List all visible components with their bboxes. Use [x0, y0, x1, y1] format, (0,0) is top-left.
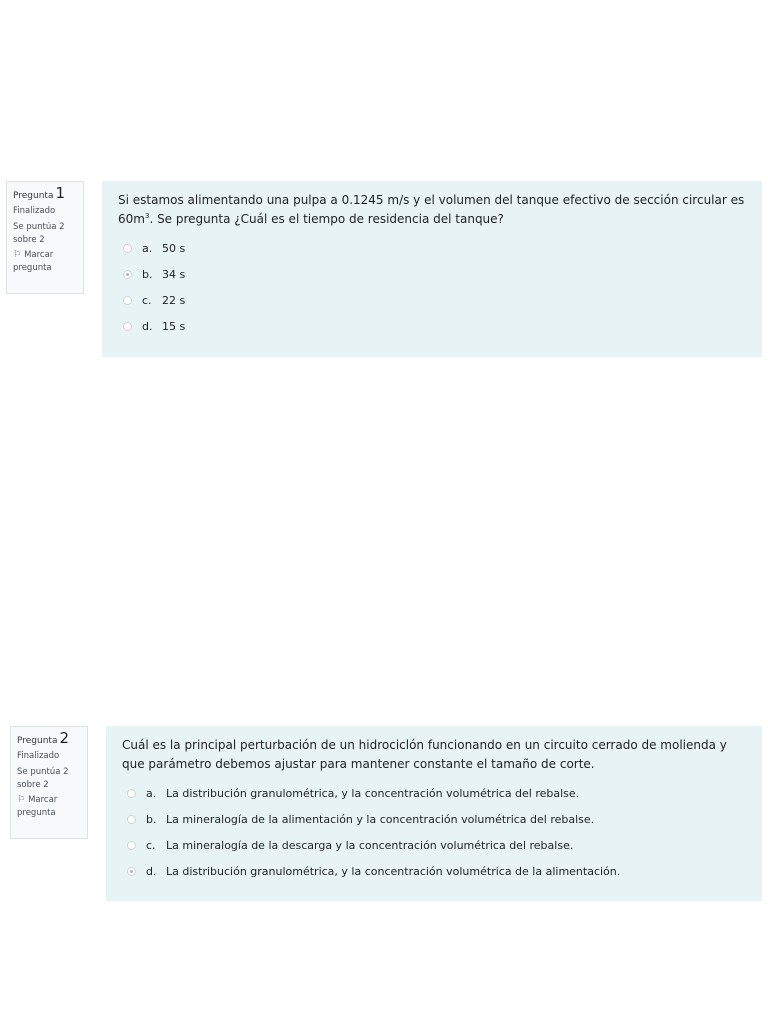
answer-list [122, 780, 746, 884]
flag-label-line-2[interactable]: pregunta [13, 263, 52, 273]
question-text-part-1: Si estamos alimentando una pulpa a 0.1245 m/s y el volumen del tanque efectivo de sección circular es 60m [118, 193, 745, 226]
question-number-label: Pregunta [17, 736, 58, 746]
flag-label-line-2[interactable]: pregunta [17, 808, 56, 818]
question-info-2 [10, 726, 88, 839]
question-content-1 [102, 181, 762, 357]
answer-text: La mineralogía de la descarga y la concentración volumétrica del rebalse. [166, 838, 574, 852]
flag-label-line-1: Marcar [24, 250, 54, 260]
question-text [118, 191, 746, 229]
question-state: Finalizado [13, 206, 56, 216]
question-number [17, 729, 81, 748]
flag-question-link[interactable] [17, 794, 81, 807]
answer-text: 22 s [162, 293, 186, 307]
answer-option-c[interactable] [122, 832, 746, 858]
radio-button-selected[interactable] [127, 867, 136, 876]
answer-option-d[interactable] [122, 858, 746, 884]
answer-option-c[interactable] [118, 287, 746, 313]
answer-text: La distribución granulométrica, y la concentración volumétrica de la alimentación. [166, 864, 621, 878]
question-text: Cuál es la principal perturbación de un hidrociclón funcionando en un circuito cerrado de molienda y que parámetro debemos ajustar para mantener constante el tamaño de corte. [122, 738, 727, 771]
answer-letter: a. [146, 786, 157, 800]
answer-text: 15 s [162, 319, 186, 333]
answer-option-b[interactable] [122, 806, 746, 832]
question-state: Finalizado [17, 751, 60, 761]
radio-button[interactable] [123, 322, 132, 331]
question-number [13, 184, 77, 203]
answer-letter: d. [146, 864, 157, 878]
answer-option-d[interactable] [118, 313, 746, 339]
question-number-value: 2 [59, 729, 70, 747]
question-grade-line-2: sobre 2 [17, 780, 49, 790]
flag-icon: ⚐ [13, 250, 22, 260]
question-text-part-2: . Se pregunta ¿Cuál es el tiempo de residencia del tanque? [149, 212, 504, 226]
radio-button-selected[interactable] [123, 270, 132, 279]
answer-text: 50 s [162, 241, 186, 255]
question-number-value: 1 [55, 184, 66, 202]
radio-button[interactable] [127, 789, 136, 798]
answer-list [118, 235, 746, 339]
radio-button[interactable] [127, 815, 136, 824]
flag-question-link[interactable] [13, 249, 77, 262]
question-grade-line-1: Se puntúa 2 [13, 222, 65, 232]
flag-icon: ⚐ [17, 795, 26, 805]
answer-option-a[interactable] [118, 235, 746, 261]
answer-option-a[interactable] [122, 780, 746, 806]
question-text-superscript: 3 [144, 212, 150, 220]
question-number-label: Pregunta [13, 191, 54, 201]
question-grade-line-2: sobre 2 [13, 235, 45, 245]
answer-option-b[interactable] [118, 261, 746, 287]
radio-button[interactable] [123, 244, 132, 253]
flag-label-line-1: Marcar [28, 795, 58, 805]
answer-letter: b. [146, 812, 157, 826]
answer-letter: a. [142, 241, 153, 255]
question-content-2 [106, 726, 762, 901]
answer-text: 34 s [162, 267, 186, 281]
answer-text: La distribución granulométrica, y la concentración volumétrica del rebalse. [166, 786, 580, 800]
radio-button[interactable] [123, 296, 132, 305]
radio-button[interactable] [127, 841, 136, 850]
answer-letter: b. [142, 267, 153, 281]
answer-letter: d. [142, 319, 153, 333]
question-info-1 [6, 181, 84, 294]
answer-letter: c. [142, 293, 152, 307]
question-grade-line-1: Se puntúa 2 [17, 767, 69, 777]
answer-letter: c. [146, 838, 156, 852]
answer-text: La mineralogía de la alimentación y la concentración volumétrica del rebalse. [166, 812, 595, 826]
